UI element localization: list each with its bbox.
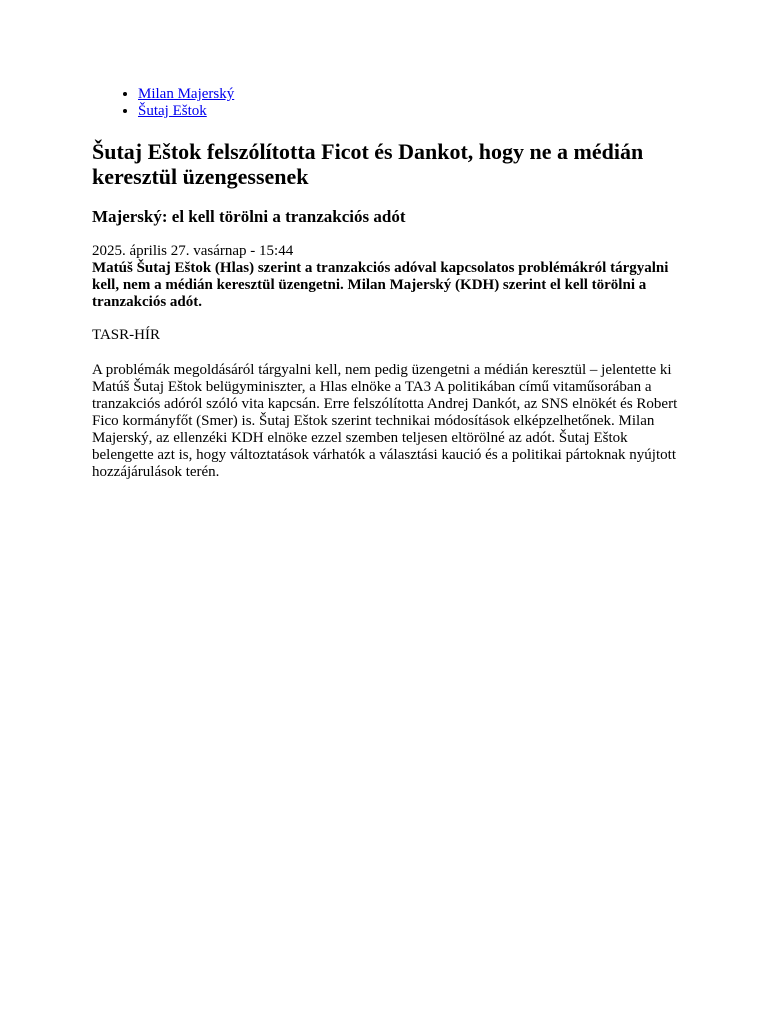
- article-date: 2025. április 27. vasárnap - 15:44: [92, 243, 294, 259]
- article-lead: Matúš Šutaj Eštok (Hlas) szerint a tranzakciós adóval kapcsolatos problémákról tárgyalni kell, nem a médián keresztül üzengetni. Milan Majerský (KDH) szerint el kell törölni a tranzakciós adót.: [92, 260, 669, 310]
- tag-link-milan-majersky[interactable]: Milan Majerský: [138, 86, 235, 102]
- tag-item: [138, 86, 692, 103]
- article-container: [92, 86, 692, 481]
- tag-item: [138, 103, 692, 120]
- tag-list: [92, 86, 692, 120]
- tag-link-sutaj-estok[interactable]: Šutaj Eštok: [138, 103, 207, 119]
- article-subtitle: Majerský: el kell törölni a tranzakciós adót: [92, 207, 406, 226]
- article-source: TASR-HÍR: [92, 327, 160, 343]
- article-body: A problémák megoldásáról tárgyalni kell, nem pedig üzengetni a médián keresztül – jelentette ki Matúš Šutaj Eštok belügyminiszter, a Hlas elnöke a TA3 A politikában című vitaműsorában a tranzakciós adóról szóló vita kapcsán. Erre felszólította Andrej Dankót, az SNS elnökét és Robert Fico kormányfőt (Smer) is. Šutaj Eštok szerint technikai módosítások elképzelhetőnek. Milan Majerský, az ellenzéki KDH elnöke ezzel szemben teljesen eltörölné az adót. Šutaj Eštok belengette azt is, hogy változtatások várhatók a választási kaució és a politikai pártoknak nyújtott hozzájárulások terén.: [92, 362, 678, 480]
- article-title: Šutaj Eštok felszólította Ficot és Dankot, hogy ne a médián keresztül üzengessenek: [92, 139, 644, 189]
